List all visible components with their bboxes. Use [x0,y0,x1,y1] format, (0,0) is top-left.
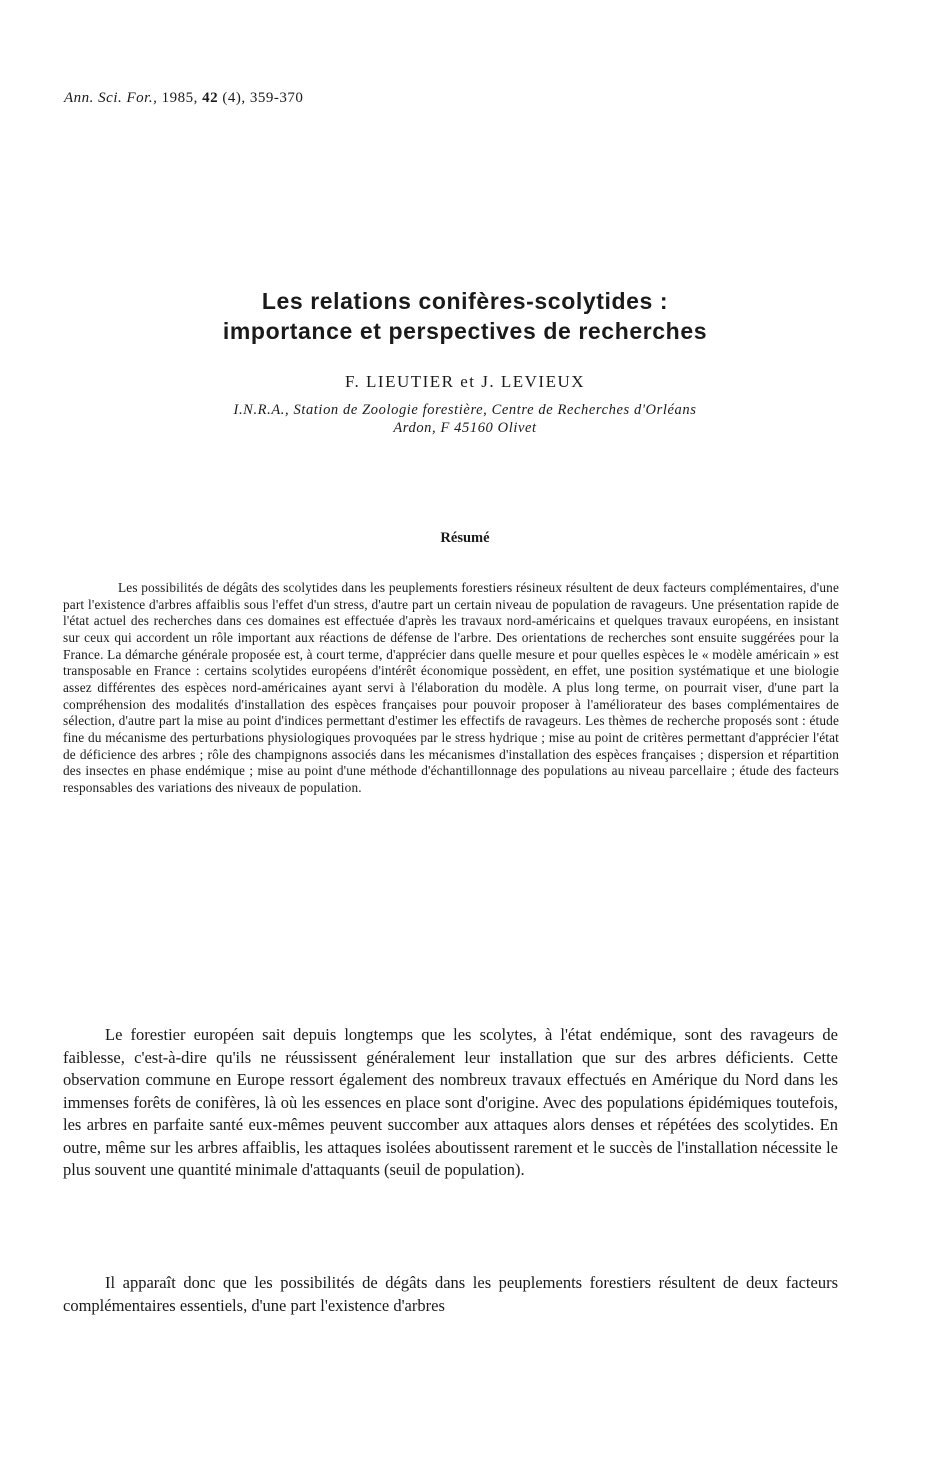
title-line-2: importance et perspectives de recherches [222,318,708,344]
title-line-1: Les relations conifères-scolytides : [261,288,669,314]
citation [64,90,303,107]
body-paragraph-2: Il apparaît donc que les possibilités de dégâts dans les peuplements forestiers résultent de deux facteurs complémentaires essentiels, d'une part l'existence d'arbres [63,1273,838,1315]
authors: F. LIEUTIER et J. LEVIEUX [344,372,586,391]
abstract-text: Les possibilités de dégâts des scolytides dans les peuplements forestiers résineux résultent de deux facteurs complémentaires, d'une part l'existence d'arbres affaiblis sous l'effet d'un stress, d'autre part un certain niveau de population de ravageurs. Une présentation rapide de l'état actuel des recherches dans ces domaines est effectuée d'après les travaux nord-américains et quelques travaux européens, en insistant sur ceux qui accordent un rôle important aux réactions de défense de l'arbre. Des orientations de recherches sont ensuite suggérées pour la France. La démarche générale proposée est, à court terme, d'apprécier dans quelle mesure et pour quelles espèces le « modèle américain » est transposable en France : certains scolytides européens d'intérêt économique possèdent, en effet, une position systématique et une biologie assez différentes des espèces nord-américaines ayant servi à l'élaboration du modèle. A plus long terme, on pourrait viser, d'une part la compréhension des modalités d'installation des espèces françaises pour pouvoir proposer à l'améliorateur des bases complémentaires de sélection, d'autre part la mise au point d'indices permettant d'estimer les effectifs de ravageurs. Les thèmes de recherche proposés sont : étude fine du mécanisme des perturbations physiologiques provoquées par le stress hydrique ; mise au point de critères permettant d'apprécier l'état de déficience des arbres ; rôle des champignons associés dans les mécanismes d'installation des espèces françaises ; dispersion et répartition des insectes en phase endémique ; mise au point d'une méthode d'échantillonnage des populations au niveau parcellaire ; étude des facteurs responsables des variations des niveaux de population. [63,580,839,795]
citation-issue-pages: (4), 359-370 [222,90,304,106]
citation-journal: Ann. Sci. For., [64,90,158,106]
abstract-heading: Résumé [440,530,490,546]
affiliation-line-1: I.N.R.A., Station de Zoologie forestière, Centre de Recherches d'Orléans [233,402,697,418]
affiliation-line-2: Ardon, F 45160 Olivet [393,420,537,436]
body-paragraph-1: Le forestier européen sait depuis longtemps que les scolytes, à l'état endémique, sont des ravageurs de faiblesse, c'est-à-dire qu'ils ne réussissent généralement leur installation que sur des arbres déficients. Cette observation commune en Europe ressort également des nombreux travaux effectués en Amérique du Nord dans les immenses forêts de conifères, là où les essences en place sont d'origine. Avec des populations épidémiques toutefois, les arbres en parfaite santé eux-mêmes peuvent succomber aux attaques alors denses et répétées des scolytides. En outre, même sur les arbres affaiblis, les attaques isolées aboutissent rarement et le succès de l'installation nécessite le plus souvent une quantité minimale d'attaquants (seuil de population). [63,1025,838,1179]
citation-volume: 42 [202,90,219,106]
citation-year: 1985, [161,90,198,106]
